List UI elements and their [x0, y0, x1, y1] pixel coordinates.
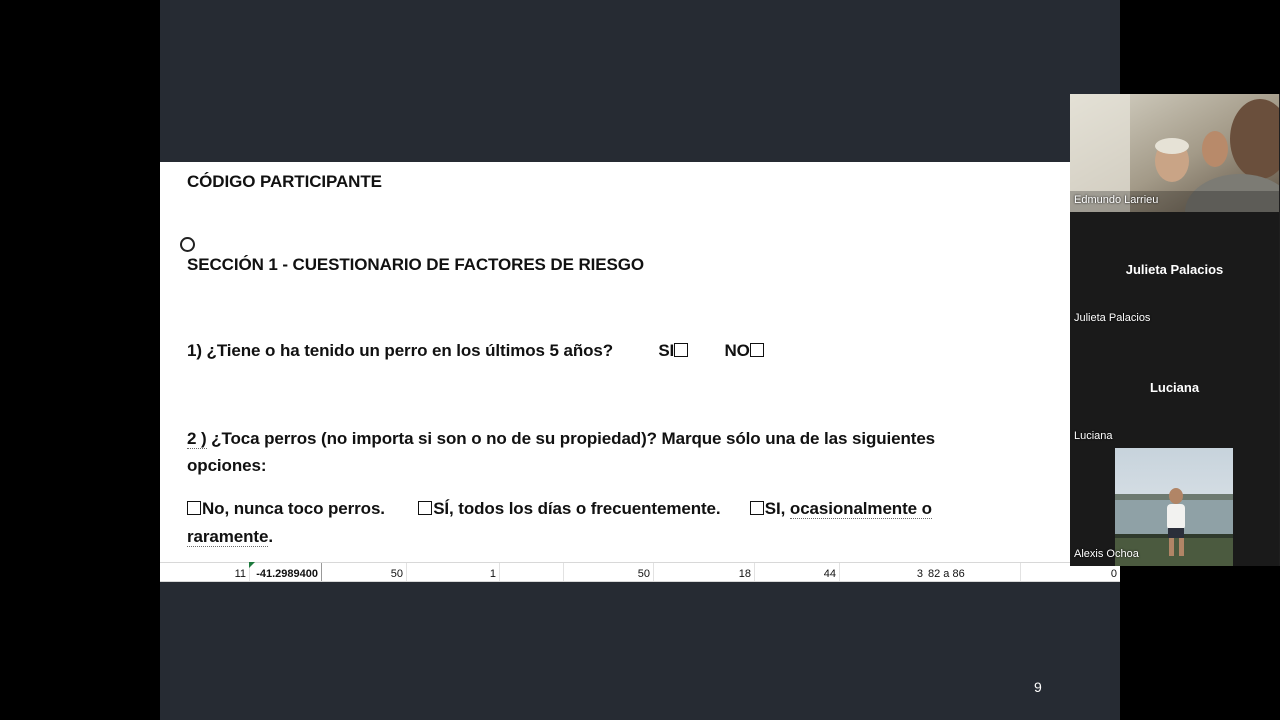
sheet-cell-row-number[interactable]: 11: [160, 563, 250, 581]
cursor-circle: [180, 237, 195, 252]
option-no-label: NO: [724, 341, 750, 360]
participant-tile-alexis[interactable]: [1070, 448, 1279, 566]
section-title: SECCIÓN 1 - CUESTIONARIO DE FACTORES DE RIESGO: [187, 255, 644, 274]
question-2-options: [187, 495, 1047, 551]
participant-tile-luciana[interactable]: [1070, 330, 1279, 448]
cell-note-indicator: [249, 562, 255, 568]
checkbox-occasional[interactable]: [750, 501, 764, 515]
participant-name-edmundo: Edmundo Larrieu: [1074, 194, 1159, 206]
question-2: [187, 425, 1047, 479]
participant-tile-julieta[interactable]: [1070, 212, 1279, 330]
participant-name-luciana: Luciana: [1074, 430, 1113, 442]
participant-center-name-julieta: Julieta Palacios: [1125, 262, 1224, 277]
question-2-number: 2 ): [187, 429, 207, 448]
sheet-cell[interactable]: 82 a 86: [926, 563, 1021, 581]
option-never[interactable]: [187, 499, 385, 518]
sheet-cell[interactable]: 44: [755, 563, 840, 581]
checkbox-no[interactable]: [750, 343, 764, 357]
option-occasional[interactable]: [750, 499, 932, 518]
slide-page-number: 9: [1034, 679, 1042, 695]
question-1: [187, 341, 765, 361]
question-2-text: ¿Toca perros (no importa si son o no de su propiedad)? Marque sólo una de las siguientes: [206, 429, 936, 448]
question-1-text: 1) ¿Tiene o ha tenido un perro en los últimos 5 años?: [187, 341, 614, 360]
participant-tile-edmundo[interactable]: [1070, 94, 1279, 212]
participant-code-label: CÓDIGO PARTICIPANTE: [187, 172, 382, 191]
sheet-cell[interactable]: 50: [322, 563, 407, 581]
participant-name-alexis: Alexis Ochoa: [1074, 548, 1139, 560]
sheet-cell[interactable]: 1: [407, 563, 500, 581]
participant-name-julieta: Julieta Palacios: [1074, 312, 1151, 324]
checkbox-si[interactable]: [674, 343, 688, 357]
option-occasional-cont: raramente: [187, 527, 269, 546]
participant-center-name-luciana: Luciana: [1149, 380, 1200, 395]
option-daily-label: SÍ, todos los días o frecuentemente.: [433, 499, 721, 518]
option-no[interactable]: [724, 341, 764, 360]
option-occasional-underlined: ocasionalmente o: [789, 499, 932, 518]
sheet-cell[interactable]: 50: [564, 563, 654, 581]
option-occasional-end: .: [268, 527, 273, 546]
checkbox-daily[interactable]: [418, 501, 432, 515]
option-si-label: SI: [658, 341, 675, 360]
sheet-cell[interactable]: 18: [654, 563, 755, 581]
checkbox-never[interactable]: [187, 501, 201, 515]
question-2-text-cont: opciones:: [187, 456, 267, 475]
option-si[interactable]: [658, 341, 689, 360]
option-occasional-prefix: SI,: [764, 499, 790, 518]
sheet-cell[interactable]: 3: [916, 568, 923, 580]
spreadsheet-row: [160, 562, 1120, 582]
option-daily[interactable]: [418, 499, 720, 518]
sheet-cell[interactable]: [500, 563, 564, 581]
sheet-cell[interactable]: 0: [1110, 568, 1117, 580]
sheet-cell[interactable]: -41.2989400: [250, 563, 322, 581]
option-never-label: No, nunca toco perros.: [202, 499, 385, 518]
